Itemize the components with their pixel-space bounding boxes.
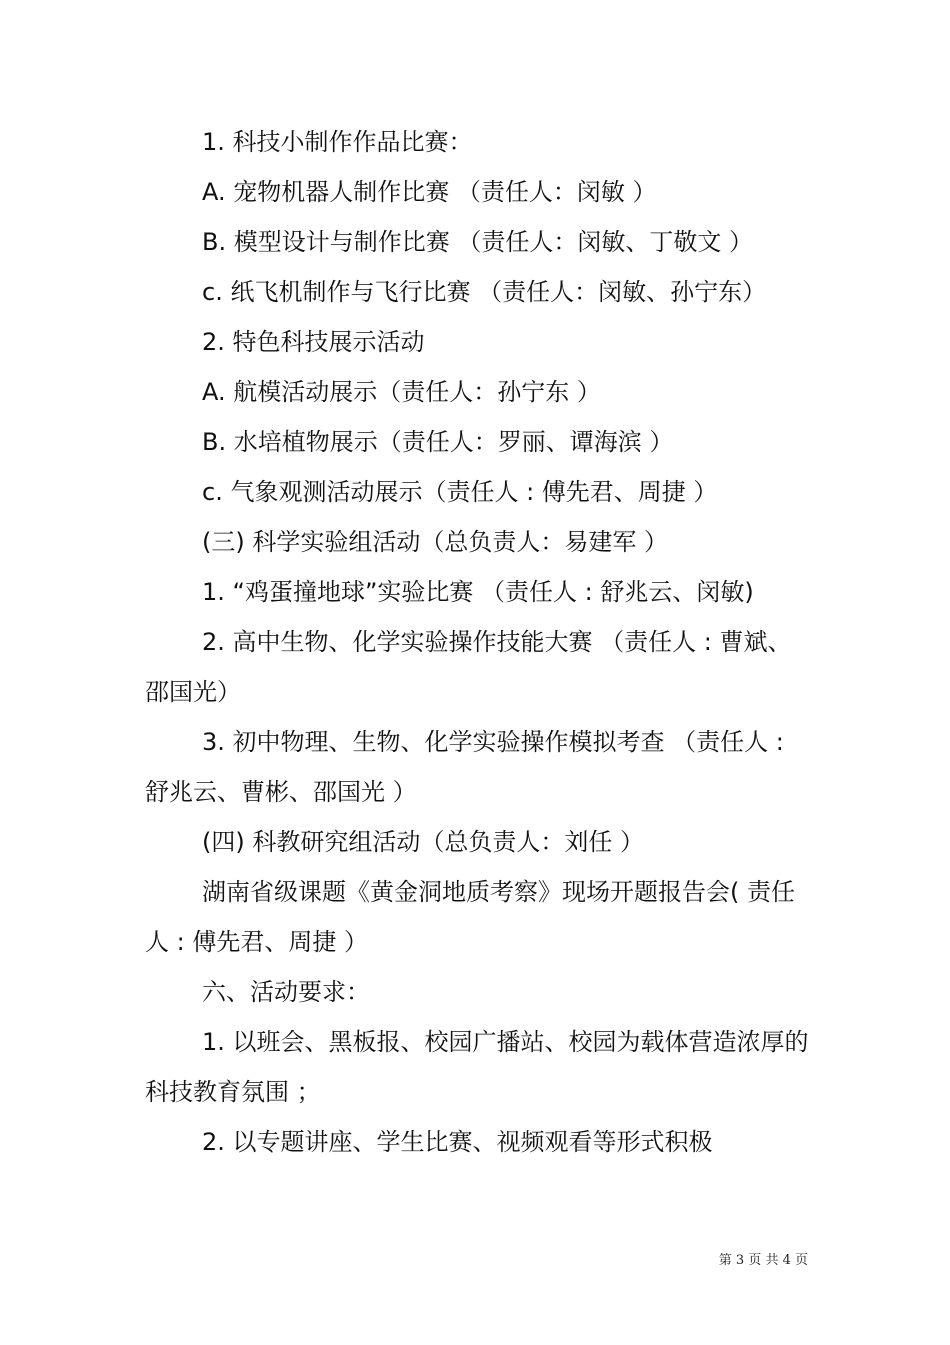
- paragraph-11: 2. 高中生物、化学实验操作技能大赛 （责任人 : 曹斌、邵国光）: [145, 628, 792, 706]
- paragraph-4: c. 纸飞机制作与飞行比赛 （责任人：闵敏、孙宁东）: [202, 278, 767, 306]
- paragraph-9: (三) 科学实验组活动（总负责人：易建军 ）: [202, 528, 668, 556]
- paragraph-16: 1. 以班会、黑板报、校园广播站、校园为载体营造浓厚的科技教育氛围 ；: [145, 1028, 809, 1106]
- paragraph-6: A. 航模活动展示（责任人：孙宁东 ）: [202, 378, 601, 406]
- paragraph-3: B. 模型设计与制作比赛 （责任人：闵敏、丁敬文 ）: [202, 228, 753, 256]
- paragraph-15: 六、活动要求：: [202, 978, 370, 1006]
- paragraph-1: 1. 科技小制作作品比赛：: [202, 128, 473, 156]
- paragraph-12: 3. 初中物理、生物、化学实验操作模拟考查 （责任人 : 舒兆云、曹彬、邵国光 ）: [145, 728, 784, 806]
- paragraph-17: 2. 以专题讲座、学生比赛、视频观看等形式积极: [202, 1128, 713, 1156]
- paragraph-13: (四) 科教研究组活动（总负责人：刘任 ）: [202, 828, 644, 856]
- page-number-footer: 第 3 页 共 4 页: [718, 1253, 808, 1268]
- paragraph-10: 1. “鸡蛋撞地球”实验比赛 （责任人 : 舒兆云、闵敏): [202, 578, 754, 606]
- paragraph-7: B. 水培植物展示（责任人：罗丽、谭海滨 ）: [202, 428, 674, 456]
- paragraph-14: 湖南省级课题《黄金洞地质考察》现场开题报告会( 责任人 : 傅先君、周捷 ）: [145, 878, 795, 956]
- paragraph-5: 2. 特色科技展示活动: [202, 328, 425, 356]
- document-body: [145, 117, 810, 1167]
- paragraph-2: A. 宠物机器人制作比赛 （责任人：闵敏 ）: [202, 178, 657, 206]
- paragraph-8: c. 气象观测活动展示（责任人 : 傅先君、周捷 ）: [202, 478, 718, 506]
